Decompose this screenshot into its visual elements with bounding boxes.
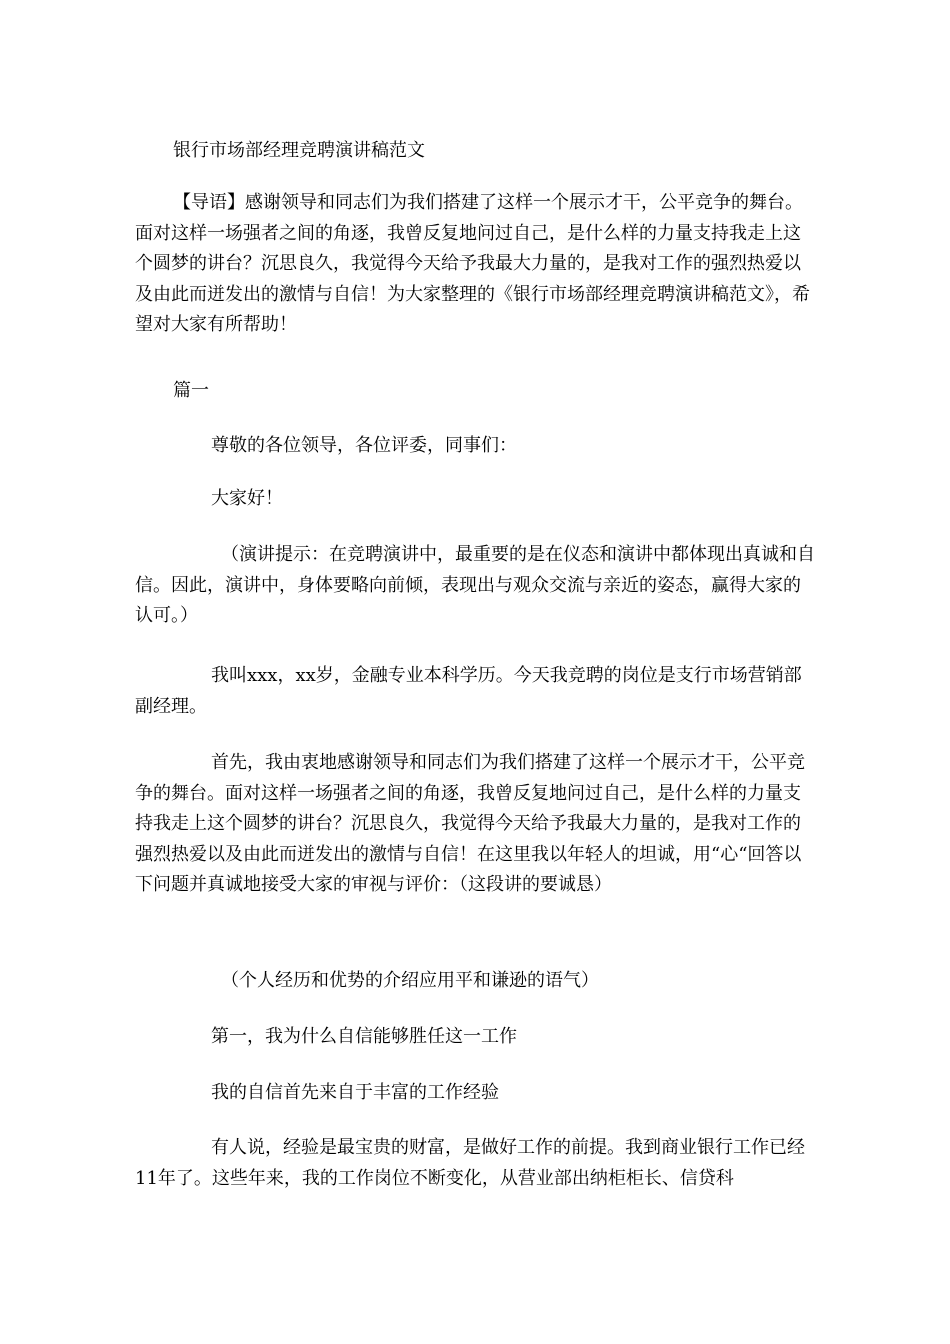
heading-one: 第一，我为什么自信能够胜任这一工作 — [211, 1026, 517, 1047]
tone-note: （个人经历和优势的介绍应用平和谦逊的语气） — [221, 970, 599, 991]
experience-paragraph: 有人说，经验是最宝贵的财富，是做好工作的前提。我到商业银行工作已经11年了。这些年来，我的工作岗位不断变化，从营业部出纳柜柜长、信贷科 — [135, 1137, 805, 1189]
intro-paragraph: 【导语】感谢领导和同志们为我们搭建了这样一个展示才干，公平竞争的舞台。面对这样一场强者之间的角逐，我曾反复地问过自己，是什么样的力量支持我走上这个圆梦的讲台？沉思良久，我觉得今天给予我最大力量的，是我对工作的强烈热爱以及由此而迸发出的激情与自信！为大家整理的《银行市场部经理竞聘演讲稿范文》，希望对大家有所帮助！ — [135, 192, 810, 335]
section-label: 篇一 — [173, 380, 209, 401]
salutation: 尊敬的各位领导，各位评委，同事们： — [211, 435, 517, 456]
subheading: 我的自信首先来自于丰富的工作经验 — [211, 1082, 499, 1103]
first-paragraph: 首先，我由衷地感谢领导和同志们为我们搭建了这样一个展示才干，公平竞争的舞台。面对这样一场强者之间的角逐，我曾反复地问过自己，是什么样的力量支持我走上这个圆梦的讲台？沉思良久，我觉得今天给予我最大力量的，是我对工作的强烈热爱以及由此而迸发出的激情与自信！在这里我以年轻人的坦诚，用“心“回答以下问题并真诚地接受大家的审视与评价：（这段讲的要诚恳） — [135, 752, 805, 895]
speech-tip: （演讲提示：在竞聘演讲中，最重要的是在仪态和演讲中都体现出真诚和自信。因此，演讲中，身体要略向前倾，表现出与观众交流与亲近的姿态，赢得大家的认可。） — [135, 544, 815, 626]
greeting: 大家好！ — [211, 488, 283, 509]
document-title: 银行市场部经理竞聘演讲稿范文 — [173, 140, 425, 161]
self-introduction: 我叫xxx，xx岁，金融专业本科学历。今天我竞聘的岗位是支行市场营销部副经理。 — [135, 665, 802, 717]
